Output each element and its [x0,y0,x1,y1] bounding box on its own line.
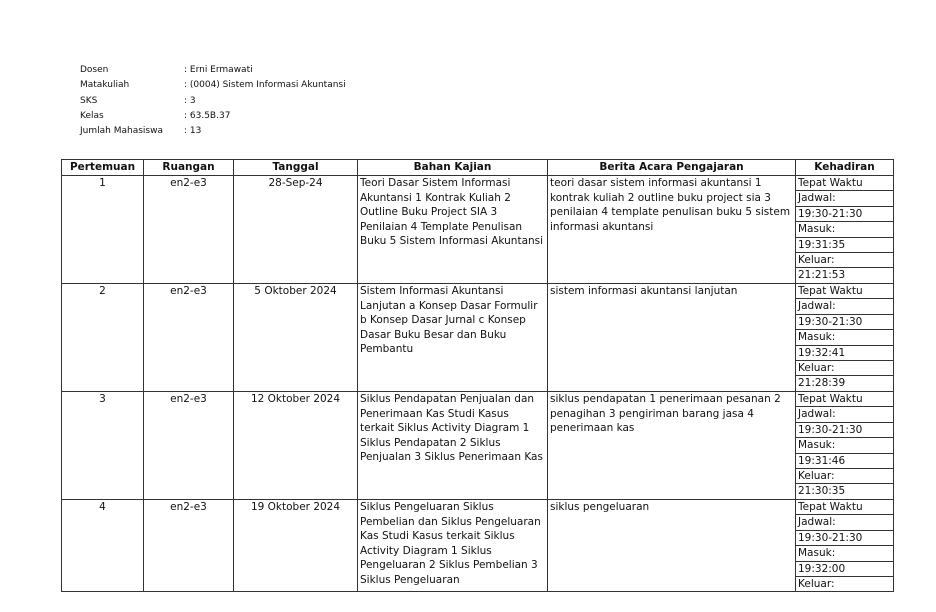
header-ruangan: Ruangan [144,160,234,176]
kehadiran-line: 19:32:41 [796,346,893,361]
kehadiran-line: 21:30:35 [798,485,846,498]
kehadiran-line: Masuk: [796,546,893,561]
course-info [80,63,346,139]
kehadiran-line: 19:30-21:30 [796,315,893,330]
info-value: : 13 [184,126,202,137]
cell-ruangan: en2-e3 [144,392,234,500]
cell-ruangan: en2-e3 [144,500,234,592]
cell-berita-acara: teori dasar sistem informasi akuntansi 1 kontrak kuliah 2 outline buku project sia 3 penilaian 4 template penulisan buku 5 sistem informasi akuntansi [548,176,796,284]
table-row [62,284,894,392]
kehadiran-line: Tepat Waktu [796,392,893,407]
cell-pertemuan: 1 [62,176,144,284]
kehadiran-line: Masuk: [796,438,893,453]
info-row-jumlah-mahasiswa [80,124,346,139]
kehadiran-line: Tepat Waktu [796,500,893,515]
cell-bahan-kajian: Siklus Pendapatan Penjualan dan Penerimaan Kas Studi Kasus terkait Siklus Activity Diagram 1 Siklus Pendapatan 2 Siklus Penjualan 3 Siklus Penerimaan Kas [358,392,548,500]
kehadiran-line: Jadwal: [796,515,893,530]
kehadiran-line: Keluar: [796,253,893,268]
header-tanggal: Tanggal [234,160,358,176]
kehadiran-line: Tepat Waktu [796,284,893,299]
header-pertemuan: Pertemuan [62,160,144,176]
cell-pertemuan: 4 [62,500,144,592]
kehadiran-line: Keluar: [798,577,835,590]
kehadiran-line: 19:31:35 [796,238,893,253]
cell-tanggal: 28-Sep-24 [234,176,358,284]
cell-berita-acara: siklus pendapatan 1 penerimaan pesanan 2 penagihan 3 pengiriman barang jasa 4 penerimaan kas [548,392,796,500]
kehadiran-line: Masuk: [796,222,893,237]
kehadiran-line: 19:30-21:30 [796,207,893,222]
info-label: Jumlah Mahasiswa [80,126,163,137]
kehadiran-line: 19:32:00 [796,562,893,577]
cell-bahan-kajian: Teori Dasar Sistem Informasi Akuntansi 1 Kontrak Kuliah 2 Outline Buku Project SIA 3 Penilaian 4 Template Penulisan Buku 5 Sistem Informasi Akuntansi [358,176,548,284]
info-row-kelas [80,109,346,124]
cell-tanggal: 19 Oktober 2024 [234,500,358,592]
kehadiran-line: 19:30-21:30 [796,423,893,438]
cell-bahan-kajian: Siklus Pengeluaran Siklus Pembelian dan Siklus Pengeluaran Kas Studi Kasus terkait Siklus Activity Diagram 1 Siklus Pengeluaran 2 Siklus Pembelian 3 Siklus Pengeluaran [358,500,548,592]
info-row-sks [80,94,346,109]
info-row-dosen [80,63,346,78]
info-value: : 63.5B.37 [184,110,231,121]
table-row [62,392,894,500]
info-value: : (0004) Sistem Informasi Akuntansi [184,80,346,91]
kehadiran-line: 19:30-21:30 [796,531,893,546]
table-header-row [62,160,894,176]
kehadiran-line: 21:28:39 [798,377,846,390]
info-row-matakuliah [80,78,346,93]
cell-tanggal: 12 Oktober 2024 [234,392,358,500]
kehadiran-line: 21:21:53 [798,269,846,282]
kehadiran-line: 19:31:46 [796,454,893,469]
cell-berita-acara: sistem informasi akuntansi lanjutan [548,284,796,392]
cell-kehadiran [796,176,894,284]
cell-pertemuan: 2 [62,284,144,392]
attendance-table [61,159,894,592]
info-label: Kelas [80,110,104,121]
info-label: Matakuliah [80,80,130,91]
cell-bahan-kajian: Sistem Informasi Akuntansi Lanjutan a Konsep Dasar Formulir b Konsep Dasar Jurnal c Konsep Dasar Buku Besar dan Buku Pembantu [358,284,548,392]
cell-pertemuan: 3 [62,392,144,500]
header-berita-acara: Berita Acara Pengajaran [548,160,796,176]
header-bahan-kajian: Bahan Kajian [358,160,548,176]
cell-ruangan: en2-e3 [144,284,234,392]
kehadiran-line: Keluar: [796,469,893,484]
cell-ruangan: en2-e3 [144,176,234,284]
info-label: Dosen [80,65,109,75]
info-label: SKS [80,95,98,106]
kehadiran-line: Masuk: [796,330,893,345]
cell-kehadiran [796,284,894,392]
kehadiran-line: Jadwal: [796,299,893,314]
header-kehadiran: Kehadiran [796,160,894,176]
table-row [62,176,894,284]
info-value: : Erni Ermawati [184,65,253,75]
table-row [62,500,894,592]
kehadiran-line: Jadwal: [796,191,893,206]
cell-tanggal: 5 Oktober 2024 [234,284,358,392]
info-value: : 3 [184,95,196,106]
cell-berita-acara: siklus pengeluaran [548,500,796,592]
cell-kehadiran [796,500,894,592]
kehadiran-line: Jadwal: [796,407,893,422]
kehadiran-line: Keluar: [796,361,893,376]
cell-kehadiran [796,392,894,500]
kehadiran-line: Tepat Waktu [796,176,893,191]
